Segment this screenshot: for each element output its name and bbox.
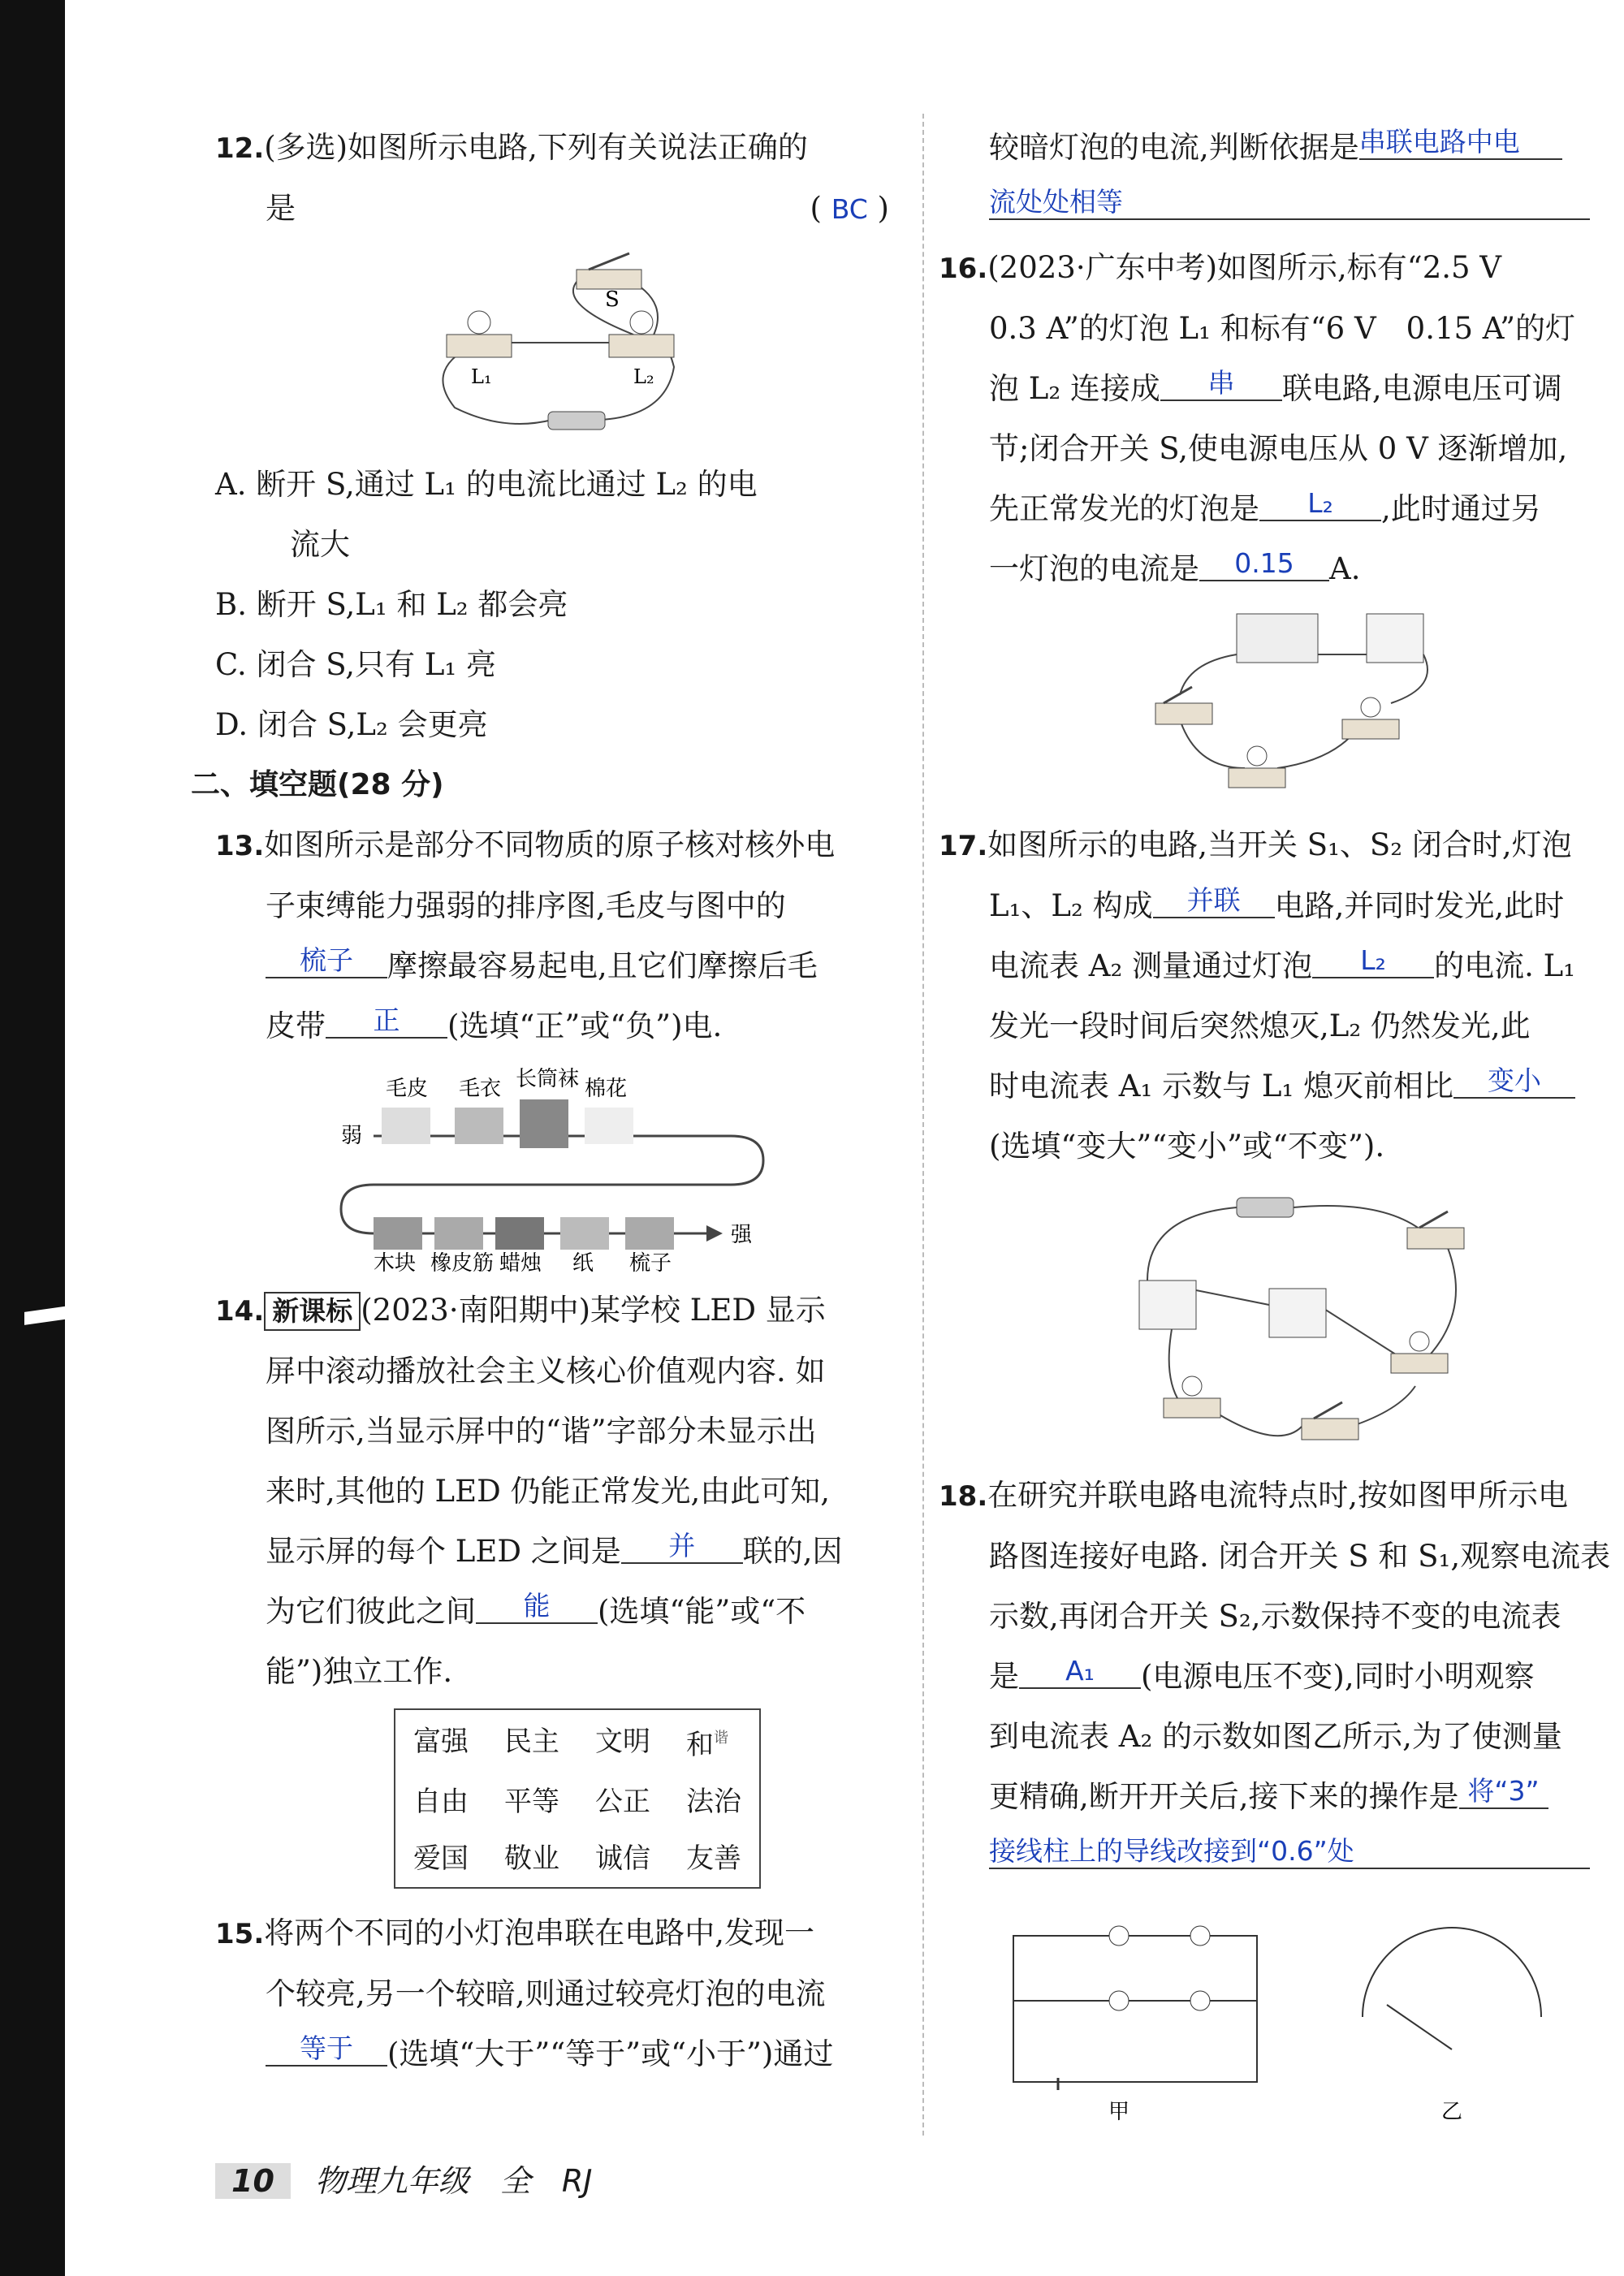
left-column [191,118,889,2084]
grid-cell: 友善 [686,1842,741,1875]
item-cotton: 棉花 [585,1077,628,1101]
right-column [939,118,1614,2123]
q17-blank2: L₂ [1312,944,1434,978]
s2-lever-icon [1419,1211,1448,1228]
a1-meter-icon [1190,1991,1210,2010]
q13-triboelectric-figure [325,1063,780,1274]
q12-line1: 12.(多选)如图所示电路,下列有关说法正确的 [215,130,808,165]
grid-cell: 敬业 [504,1842,559,1875]
q18-blank2-cont: 接线柱上的导线改接到“0.6”处 [989,1835,1590,1869]
l1-lamp-icon [1109,1991,1129,2010]
q18-line2: 路图连接好电路. 闭合开关 S 和 S₁,观察电流表 [989,1539,1611,1574]
q16-circuit-figure [1147,606,1456,809]
q12-line2: 是 ( BC ) [215,179,889,239]
l2-lamp-icon [1109,1926,1129,1946]
dial-needle [1387,2005,1452,2049]
label-s: S [605,287,620,312]
q18-line5: 到电流表 A₂ 的示数如图乙所示,为了使测量 [989,1719,1562,1754]
switch-lever-icon [1164,687,1192,703]
switch-lever-icon [589,253,629,270]
grid-cell: 民主 [504,1725,559,1758]
s2-base [1407,1228,1464,1249]
rubber-image [434,1217,483,1250]
q13-blank1: 梳子 [266,944,387,978]
sweater-image [455,1108,503,1144]
q18-blank2: 将“3” [1459,1775,1548,1809]
q18-circuit-diagram [989,1903,1281,2123]
ammeter-icon [1367,614,1423,663]
q16-line5: 先正常发光的灯泡是 L₂ ,此时通过另 [989,487,1541,526]
q15-line4: 较暗灯泡的电流,判断依据是串联电路中电 [989,118,1614,178]
battery-icon [1237,1198,1294,1217]
q16-line3: 泡 L₂ 连接成 串 联电路,电源电压可调 [989,367,1562,406]
a2-ammeter-icon [1269,1289,1326,1337]
l1-base [1229,768,1285,788]
q16-line2: 0.3 A”的灯泡 L₁ 和标有“6 V 0.15 A”的灯 [989,311,1576,346]
label-l2: L₂ [633,365,654,388]
q18-line6: 更精确,断开开关后,接下来的操作是 将“3” [989,1767,1614,1827]
q17-blank1: 并联 [1153,884,1275,918]
item-fur: 毛皮 [386,1077,429,1101]
q14-line7: 能”)独立工作. [266,1654,453,1689]
label-l1: L₁ [471,365,492,388]
grid-cell: 平等 [504,1786,559,1818]
s1-lever-icon [1314,1402,1342,1419]
q12-option-b: B. 断开 S,L₁ 和 L₂ 都会亮 [215,587,568,622]
switch-base [577,270,641,289]
page-footer [215,2156,593,2200]
grid-cell: 富强 [413,1725,469,1758]
q18-blank1: A₁ [1019,1655,1141,1689]
l1-base [1164,1398,1220,1418]
grid-row [395,1709,760,1773]
fig-jia-caption: 甲 [1108,2100,1130,2123]
candle-image [495,1217,544,1250]
l2-base [609,335,674,357]
l1-base [447,335,512,357]
a1-ammeter-icon [1139,1281,1196,1329]
q14-line4: 来时,其他的 LED 仍能正常发光,由此可知, [266,1474,831,1509]
strong-label: 强 [731,1223,753,1247]
l1-bulb-icon [1247,746,1267,766]
s1-base [1302,1419,1358,1440]
section-heading: 二、填空题(28 分) [191,768,444,801]
q15-line1: 15.将两个不同的小灯泡串联在电路中,发现一 [215,1915,814,1950]
q14-blank2: 能 [476,1590,598,1624]
q12-option-a-cont: 流大 [290,527,350,562]
item-sweater: 毛衣 [459,1077,502,1101]
grid-row [395,1830,760,1888]
q12-option-d: D. 闭合 S,L₂ 会更亮 [215,707,488,742]
switch-base [1155,703,1212,724]
grid-cell: 文明 [595,1725,650,1758]
q15-blank1: 等于 [266,2032,387,2067]
q12-option-a: A. 断开 S,通过 L₁ 的电流比通过 L₂ 的电 [215,467,758,502]
comb-image [625,1217,674,1250]
q18-line3: 示数,再闭合开关 S₂,示数保持不变的电流表 [989,1599,1561,1634]
q14-line1: 14. 新课标 (2023·南阳期中)某学校 LED 显示 [215,1281,889,1341]
q13-line2: 子束缚能力强弱的排序图,毛皮与图中的 [266,888,786,923]
q17-line1: 17.如图所示的电路,当开关 S₁、S₂ 闭合时,灯泡 [939,827,1572,862]
q15-line2: 个较亮,另一个较暗,则通过较亮灯泡的电流 [266,1976,826,2011]
q14-led-grid [394,1708,761,1889]
partial-char: 谐 [714,1730,728,1747]
l2-base [1342,719,1399,739]
new-curriculum-tag: 新课标 [264,1292,361,1331]
q18-line7 [989,1827,1614,1887]
q13-line1: 13.如图所示是部分不同物质的原子核对核外电 [215,827,836,862]
a2-meter-icon [1190,1926,1210,1946]
l2-base [1391,1354,1448,1373]
q18-figures [989,1903,1614,2123]
q16-line4: 节;闭合开关 S,使电源电压从 0 V 逐渐增加, [989,431,1568,466]
q13-line3: 梳子 摩擦最容易起电,且它们摩擦后毛 [215,936,889,996]
book-title: 物理九年级 全 RJ [314,2163,593,2199]
l2-bulb-icon [1410,1332,1429,1351]
q15-blank2: 串联电路中电 [1359,126,1562,160]
grid-cell: 自由 [413,1786,469,1818]
item-wood: 木块 [374,1251,417,1274]
q16-line1: 16.(2023·广东中考)如图所示,标有“2.5 V [939,250,1502,285]
cotton-image [585,1108,633,1144]
grid-row [395,1773,760,1830]
paper-image [560,1217,609,1250]
q17-line2: L₁、L₂ 构成 并联 电路,并同时发光,此时 [989,884,1565,923]
q15-line3: 等于 (选填“大于”“等于”或“小于”)通过 [215,2024,889,2084]
stocking-image [520,1099,568,1148]
q14-blank1: 并 [621,1530,743,1564]
q13-blank2: 正 [326,1004,447,1039]
weak-label: 弱 [341,1124,363,1148]
q15-blank2-cont: 流处处相等 [989,186,1590,220]
q18-line1: 18.在研究并联电路电流特点时,按如图甲所示电 [939,1478,1568,1513]
fig-yi-caption: 乙 [1440,2100,1463,2123]
grid-cell-partial: 和$^谐$ [686,1729,728,1761]
grid-cell: 爱国 [413,1842,469,1875]
q14-line3: 图所示,当显示屏中的“谐”字部分未显示出 [266,1414,817,1449]
q17-circuit-figure [1115,1183,1488,1459]
battery-icon [548,412,605,430]
binding-spine [0,0,65,2276]
q14-line6: 为它们彼此之间 能 (选填“能”或“不 [266,1590,806,1629]
q15-line5 [989,178,1614,238]
item-paper: 纸 [572,1251,594,1274]
q14-line5: 显示屏的每个 LED 之间是 并 联的,因 [266,1530,843,1569]
column-divider [922,114,924,2136]
l1-bulb-icon [468,311,490,334]
grid-cell: 法治 [686,1786,741,1818]
q17-line5: 时电流表 A₁ 示数与 L₁ 熄灭前相比 变小 [989,1056,1614,1116]
grid-cell: 公正 [595,1786,650,1818]
q12-circuit-figure [406,245,698,448]
q12-answer-bracket: ( BC ) [810,191,889,226]
q12-option-c: C. 闭合 S,只有 L₁ 亮 [215,647,496,682]
q16-blank1: 串 [1160,367,1282,401]
page-number: 10 [215,2163,291,2199]
item-stocking: 长筒袜 [516,1067,580,1091]
q16-line6: 一灯泡的电流是 0.15 A. [989,547,1361,586]
q18-line4: 是 A₁ (电源电压不变),同时小明观察 [989,1655,1535,1694]
q13-line4: 皮带 正 (选填“正”或“负”)电. [266,1004,723,1043]
l2-bulb-icon [630,311,653,334]
q16-blank2: L₂ [1259,487,1381,521]
q17-line3: 电流表 A₂ 测量通过灯泡 L₂ 的电流. L₁ [989,944,1576,983]
q17-blank3: 变小 [1453,1065,1575,1099]
power-supply-icon [1237,614,1318,663]
q16-blank3: 0.15 [1199,547,1329,581]
l2-bulb-icon [1361,697,1380,717]
item-comb: 梳子 [629,1251,672,1274]
grid-cell: 诚信 [595,1842,650,1875]
q17-line6: (选填“变大”“变小”或“不变”). [989,1129,1385,1164]
q18-ammeter-dial [1338,1903,1566,2123]
fur-image [382,1108,430,1144]
l1-bulb-icon [1182,1376,1202,1396]
q17-line4: 发光一段时间后突然熄灭,L₂ 仍然发光,此 [989,1008,1531,1043]
wood-image [374,1217,422,1250]
item-rubber: 橡皮筋 [430,1251,495,1274]
q14-line2: 屏中滚动播放社会主义核心价值观内容. 如 [266,1354,826,1388]
item-candle: 蜡烛 [499,1251,542,1274]
